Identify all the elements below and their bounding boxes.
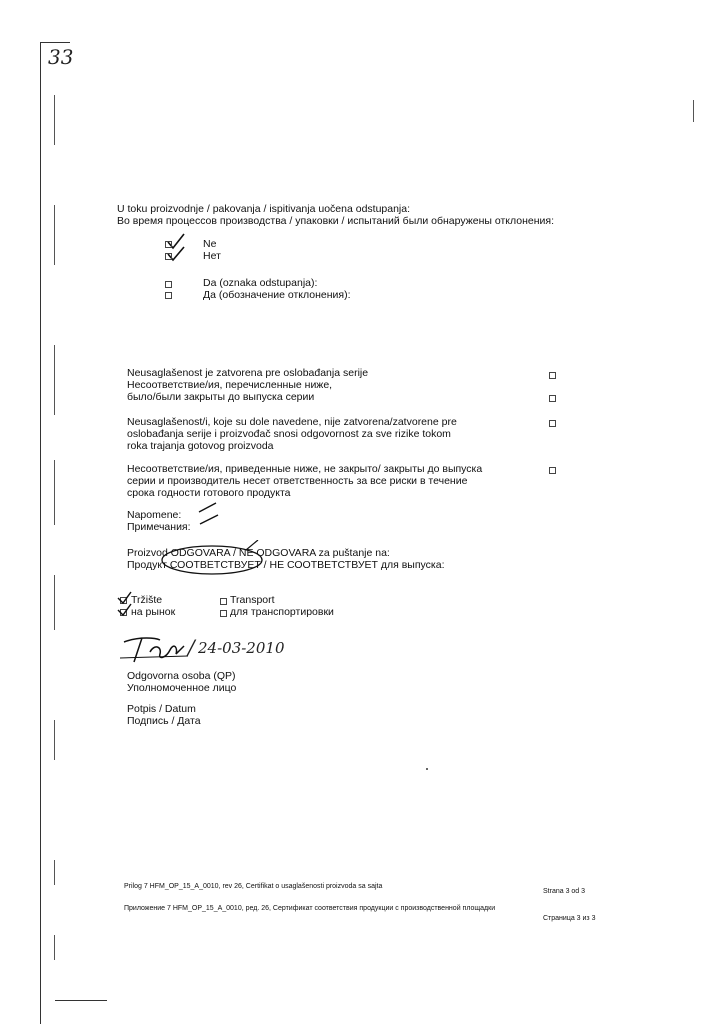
handwritten-signature [120,634,190,664]
release-sep-ru: / [260,559,270,571]
statement-line: было/были закрыты до выпуска серии [127,391,315,403]
notes-label-sr: Napomene: [127,509,182,521]
footer-sr: Prilog 7 HFM_OP_15_A_0010, rev 26, Certifikat o usaglašenosti proizvoda sa sajta [124,883,383,890]
statement-closed-checkbox-ru[interactable] [549,395,556,402]
margin-mark [54,205,55,265]
margin-mark [54,95,55,145]
statement-line: roka trajanja gotovog proizvoda [127,440,274,452]
margin-mark [54,860,55,885]
release-statement-ru [127,559,445,571]
statement-line: oslobađanja serije i proizvođač snosi odgovornost za sve rizike tokom [127,428,451,440]
transport-checkbox[interactable] [220,598,227,605]
bottom-left-rule [55,1000,107,1001]
handwritten-date: 24-03-2010 [198,639,285,657]
sign-date-label-sr: Potpis / Datum [127,703,196,715]
statement-line: Neusaglašenost/i, koje su dole navedene, nije zatvorena/zatvorene pre [127,416,457,428]
footer-ru: Приложение 7 HFM_OP_15_A_0010, ред. 26, Сертификат соответствия продукции с производственной площадки [124,905,496,912]
scan-speck [426,768,428,770]
checkmark-icon [164,232,194,266]
qp-label-ru: Уполномоченное лицо [127,682,237,694]
statement-not-closed-ru-checkbox[interactable] [549,467,556,474]
option-yes-label-ru: Да (обозначение отклонения): [203,289,351,301]
option-no-checkbox[interactable] [165,241,172,248]
statement-closed-checkbox[interactable] [549,372,556,379]
option-yes-label-sr: Da (oznaka odstupanja): [203,277,318,289]
statement-line: серии и производитель несет ответственность за все риски в течение [127,475,468,487]
market-label-sr: Tržište [131,594,163,606]
notes-label-ru: Примечания: [127,521,191,533]
statement-not-closed-sr [127,416,457,452]
page-left-border [40,42,41,1024]
margin-mark [54,935,55,960]
statement-closed [127,367,368,403]
market-checkbox[interactable] [120,597,127,604]
release-not-sr[interactable]: NE ODGOVARA [238,547,316,559]
margin-mark [54,720,55,760]
release-prefix-sr: Proizvod [127,547,168,559]
option-no-label-sr: Ne [203,238,217,250]
transport-checkbox-ru[interactable] [220,610,227,617]
footer-page-ru: Страница 3 из 3 [543,915,596,922]
transport-label-sr: Transport [230,594,275,606]
release-ok-ru[interactable]: СООТВЕТСТВУЕТ [169,559,261,571]
deviations-heading-ru: Во время процессов производства / упаковки / испытаний были обнаружены отклонения: [117,215,554,227]
option-yes-checkbox[interactable] [165,281,172,288]
release-not-ru[interactable]: НЕ СООТВЕТСТВУЕТ [269,559,378,571]
sign-date-label-ru: Подпись / Дата [127,715,201,727]
statement-line: Neusaglašenost je zatvorena pre oslobađanja serije [127,367,369,379]
deviations-heading [117,203,554,227]
release-sep-sr: / [230,547,239,559]
statement-not-closed-checkbox[interactable] [549,420,556,427]
footer-page-sr: Strana 3 od 3 [543,888,586,895]
release-suffix-sr: za puštanje na: [315,547,390,559]
margin-mark [54,575,55,630]
margin-mark [54,345,55,415]
release-suffix-ru: для выпуска: [377,559,445,571]
margin-mark [54,460,55,525]
statement-line: Несоответствие/ия, приведенные ниже, не закрыто/ закрыты до выпуска [127,463,483,475]
deviations-heading-sr: U toku proizvodnje / pakovanja / ispitivanja uočena odstupanja: [117,203,411,215]
market-checkbox-ru[interactable] [120,609,127,616]
market-label-ru: на рынок [131,606,176,618]
sign-date-label [127,703,201,727]
option-no-label-ru: Нет [203,250,221,262]
qp-label [127,670,236,694]
statement-line: Несоответствие/ия, перечисленные ниже, [127,379,333,391]
notes-label [127,509,191,533]
statement-line: срока годности готового продукта [127,487,291,499]
option-no-checkbox-ru[interactable] [165,253,172,260]
margin-mark [693,100,694,122]
statement-not-closed-ru [127,463,482,499]
qp-label-sr: Odgovorna osoba (QP) [127,670,236,682]
handwritten-page-number: 33 [48,45,74,69]
transport-label-ru: для транспортировки [230,606,334,618]
option-yes-checkbox-ru[interactable] [165,292,172,299]
release-prefix-ru: Продукт [127,559,167,571]
page-top-border [40,42,70,43]
notes-dash-marks [196,500,226,526]
signature-separator-slash: / [188,635,195,659]
release-statement-sr [127,547,390,559]
release-ok-sr[interactable]: ODGOVARA [170,547,231,559]
